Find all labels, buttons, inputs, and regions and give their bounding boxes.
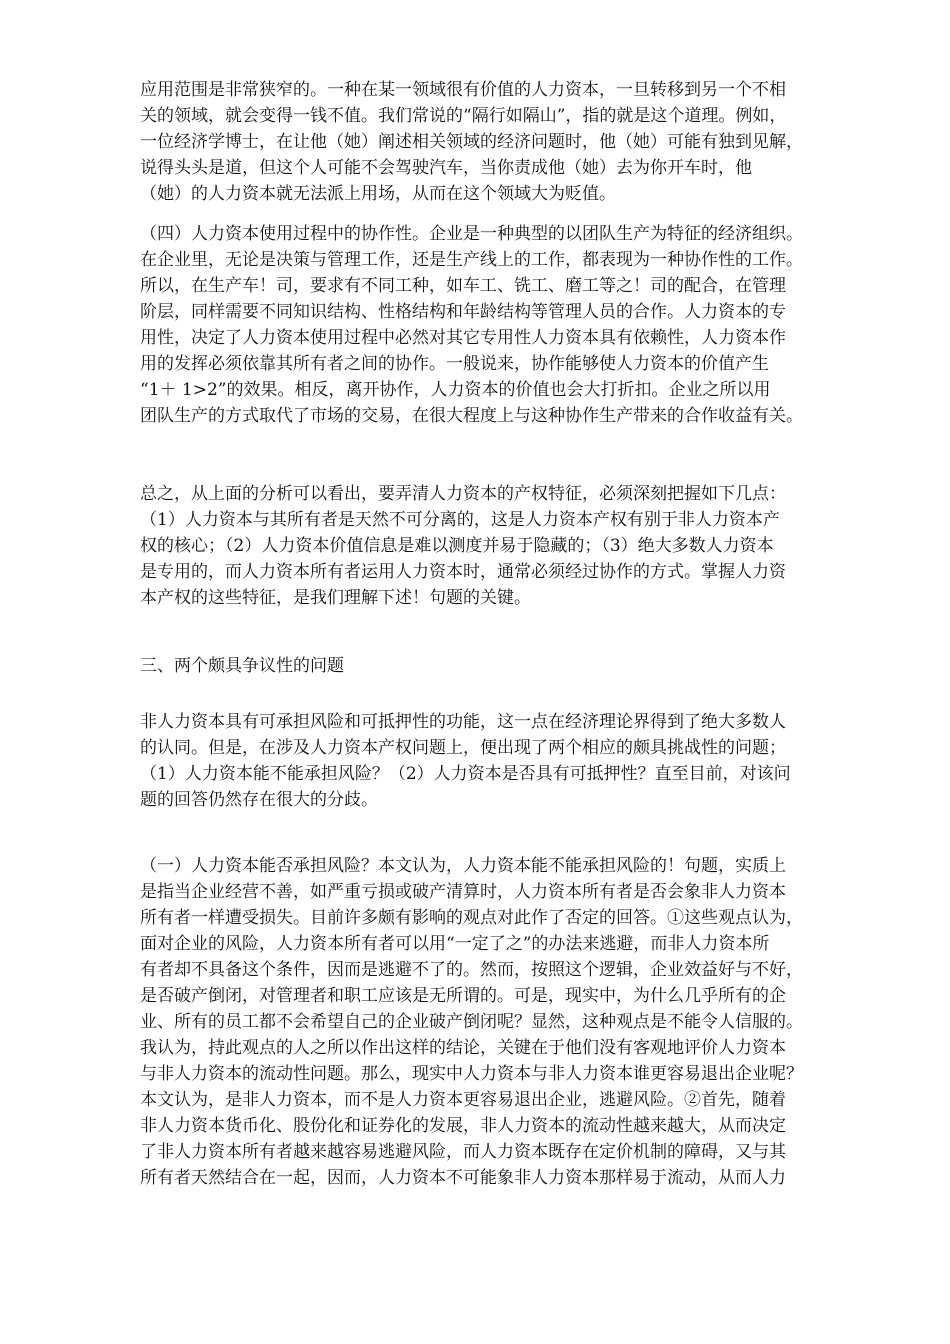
text-line: 业、所有的员工都不会希望自己的企业破产倒闭呢？显然，这种观点是不能令人信服的。 xyxy=(140,1012,803,1032)
text-line: 我认为，持此观点的人之所以作出这样的结论，关键在于他们没有客观地评价人力资本 xyxy=(140,1038,786,1058)
text-line: 阶层，同样需要不同知识结构、性格结构和年龄结构等管理人员的合作。人力资本的专 xyxy=(140,302,786,322)
text-line: 所有者一样遭受损失。目前许多颇有影响的观点对此作了否定的回答。①这些观点认为， xyxy=(140,908,803,928)
text-line: 有者却不具备这个条件，因而是逃避不了的。然而，按照这个逻辑，企业效益好与不好， xyxy=(140,960,803,980)
text-line: （1）人力资本与其所有者是天然不可分离的，这是人力资本产权有别于非人力资本产 xyxy=(140,510,780,530)
text-line: 的认同。但是，在涉及人力资本产权问题上，便出现了两个相应的颇具挑战性的问题； xyxy=(140,738,786,758)
text-line: 是专用的，而人力资本所有者运用人力资本时，通常必须经过协作的方式。掌握人力资 xyxy=(140,562,786,582)
paragraph-cooperation xyxy=(140,221,900,429)
text-line: （1）人力资本能不能承担风险？（2）人力资本是否具有可抵押性？直至目前，对该问 xyxy=(140,764,791,784)
paragraph-controversy-intro xyxy=(140,709,900,813)
paragraph-summary xyxy=(140,481,900,611)
text-line: 应用范围是非常狭窄的。一种在某一领域很有价值的人力资本，一旦转移到另一个不相 xyxy=(140,80,786,100)
text-line: 是指当企业经营不善，如严重亏损或破产清算时，人力资本所有者是否会象非人力资本 xyxy=(140,882,786,902)
text-line: 用性，决定了人力资本使用过程中必然对其它专用性人力资本具有依赖性，人力资本作 xyxy=(140,328,786,348)
text-line: 所以，在生产车！司，要求有不同工种，如车工、铣工、磨工等之！司的配合，在管理 xyxy=(140,276,786,296)
text-line: 与非人力资本的流动性问题。那么，现实中人力资本与非人力资本谁更容易退出企业呢？ xyxy=(140,1064,803,1084)
text-line: 总之，从上面的分析可以看出，要弄清人力资本的产权特征，必须深刻把握如下几点： xyxy=(140,484,786,504)
text-line: 了非人力资本所有者越来越容易逃避风险，而人力资本既存在定价机制的障碍，又与其 xyxy=(140,1142,786,1162)
text-line: 说得头头是道，但这个人可能不会驾驶汽车，当你责成他（她）去为你开车时，他 xyxy=(140,158,752,178)
text-line: （一）人力资本能否承担风险？本文认为，人力资本能不能承担风险的！句题，实质上 xyxy=(140,856,786,876)
paragraph-risk-bearing xyxy=(140,853,900,1191)
text-line: 一位经济学博士，在让他（她）阐述相关领域的经济问题时，他（她）可能有独到见解， xyxy=(140,132,803,152)
text-line: 用的发挥必须依靠其所有者之间的协作。一般说来，协作能够使人力资本的价值产生 xyxy=(140,354,769,374)
text-line: 题的回答仍然存在很大的分歧。 xyxy=(140,790,378,810)
text-line: 是否破产倒闭，对管理者和职工应该是无所谓的。可是，现实中，为什么几乎所有的企 xyxy=(140,986,786,1006)
text-line: （四）人力资本使用过程中的协作性。企业是一种典型的以团队生产为特征的经济组织。 xyxy=(140,224,803,244)
paragraph-human-capital-specificity-end xyxy=(140,77,900,207)
section-heading-text: 三、两个颇具争议性的问题 xyxy=(140,656,344,676)
text-line: 本文认为，是非人力资本，而不是人力资本更容易退出企业，逃避风险。②首先，随着 xyxy=(140,1090,786,1110)
text-line: 面对企业的风险，人力资本所有者可以用“一定了之”的办法来逃避，而非人力资本所 xyxy=(140,934,770,954)
text-line: 非人力资本具有可承担风险和可抵押性的功能，这一点在经济理论界得到了绝大多数人 xyxy=(140,712,786,732)
section-heading xyxy=(140,653,900,679)
text-line: 本产权的这些特征，是我们理解下述！句题的关键。 xyxy=(140,588,531,608)
text-line: 团队生产的方式取代了市场的交易，在很大程度上与这种协作生产带来的合作收益有关。 xyxy=(140,406,803,426)
text-line: 在企业里，无论是决策与管理工作，还是生产线上的工作，都表现为一种协作性的工作。 xyxy=(140,250,803,270)
text-line: （她）的人力资本就无法派上用场，从而在这个领域大为贬值。 xyxy=(140,184,616,204)
text-line: “1＋ 1>2”的效果。相反，离开协作，人力资本的价值也会大打折扣。企业之所以用 xyxy=(140,380,771,400)
text-line: 所有者天然结合在一起，因而，人力资本不可能象非人力资本那样易于流动，从而人力 xyxy=(140,1168,786,1188)
text-line: 权的核心；（2）人力资本价值信息是难以测度并易于隐藏的；（3）绝大多数人力资本 xyxy=(140,536,774,556)
text-line: 非人力资本货币化、股份化和证券化的发展，非人力资本的流动性越来越大，从而决定 xyxy=(140,1116,786,1136)
text-line: 关的领域，就会变得一钱不值。我们常说的“隔行如隔山”，指的就是这个道理。例如， xyxy=(140,106,787,126)
